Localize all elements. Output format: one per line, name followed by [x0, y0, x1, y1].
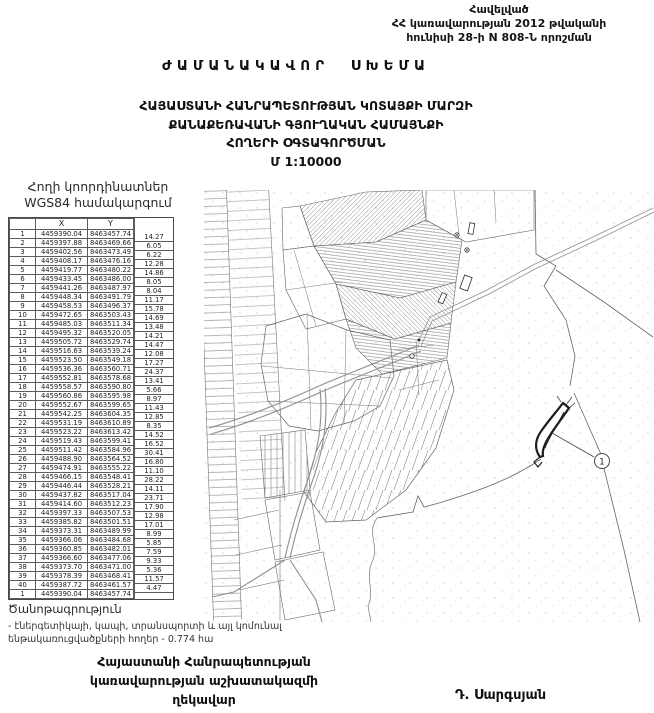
coord-y: 8463507.53 — [88, 509, 134, 518]
segment-distance: 14.86 — [135, 269, 173, 278]
coord-x: 4459419.77 — [36, 266, 88, 275]
parcel-1-label: 1 — [599, 457, 605, 468]
coord-y: 8463529.74 — [88, 338, 134, 347]
coord-y: 8463555.22 — [88, 464, 134, 473]
segment-distance: 14.69 — [135, 314, 173, 323]
table-row — [10, 356, 134, 365]
point-number: 26 — [10, 455, 36, 464]
coord-x: 4459414.60 — [36, 500, 88, 509]
coord-x: 4459458.53 — [36, 302, 88, 311]
segment-distance: 11.57 — [135, 575, 173, 584]
table-row — [10, 581, 134, 590]
point-number: 10 — [10, 311, 36, 320]
coord-y: 8463461.57 — [88, 581, 134, 590]
segment-distance: 14.21 — [135, 332, 173, 341]
coordinates-heading-line: WGS84 համակարգում — [24, 195, 172, 210]
coord-x: 4459523.22 — [36, 428, 88, 437]
coord-x: 4459446.44 — [36, 482, 88, 491]
note-body — [8, 620, 358, 646]
coord-y: 8463471.00 — [88, 563, 134, 572]
coordinates-heading-line: Հողի կոորդինատներ — [27, 179, 169, 194]
table-row — [10, 536, 134, 545]
segment-distance: 8.05 — [135, 278, 173, 287]
segment-distance: 12.28 — [135, 260, 173, 269]
table-row — [10, 446, 134, 455]
point-number: 28 — [10, 473, 36, 482]
coord-x: 4459485.03 — [36, 320, 88, 329]
subtitle-line: ՀԱՅԱՍՏԱՆԻ ՀԱՆՐԱՊԵՏՈՒԹՅԱՆ ԿՈՏԱՅՔԻ ՄԱՐԶԻ — [139, 98, 473, 113]
signature-line: կառավարության աշխատակազմի — [89, 673, 319, 688]
segment-distance: 4.47 — [135, 584, 173, 593]
table-row — [10, 455, 134, 464]
point-number: 39 — [10, 572, 36, 581]
appendix-header — [348, 3, 650, 45]
table-row — [10, 563, 134, 572]
segment-distance: 23.71 — [135, 494, 173, 503]
table-row — [10, 572, 134, 581]
segment-distance: 14.27 — [135, 233, 173, 242]
coord-y: 8463511.34 — [88, 320, 134, 329]
coord-x: 4459505.72 — [36, 338, 88, 347]
segment-distance: 15.78 — [135, 305, 173, 314]
coord-y: 8463539.24 — [88, 347, 134, 356]
coord-x: 4459366.60 — [36, 554, 88, 563]
coord-x: 4459433.45 — [36, 275, 88, 284]
coord-x: 4459542.25 — [36, 410, 88, 419]
coord-y: 8463595.98 — [88, 392, 134, 401]
coord-y: 8463487.97 — [88, 284, 134, 293]
table-row — [10, 464, 134, 473]
segment-distance: 17.90 — [135, 503, 173, 512]
map-scale: Մ 1:10000 — [270, 153, 342, 169]
point-number: 2 — [10, 239, 36, 248]
segment-distance: 5.66 — [135, 386, 173, 395]
coord-x: 4459531.19 — [36, 419, 88, 428]
segment-distance: 14.11 — [135, 485, 173, 494]
point-number: 31 — [10, 500, 36, 509]
point-number: 22 — [10, 419, 36, 428]
coord-y: 8463604.35 — [88, 410, 134, 419]
coord-y: 8463584.96 — [88, 446, 134, 455]
coordinates-heading — [10, 179, 186, 211]
coord-y: 8463468.41 — [88, 572, 134, 581]
coord-x: 4459378.39 — [36, 572, 88, 581]
table-row — [10, 554, 134, 563]
coord-x: 4459516.63 — [36, 347, 88, 356]
point-number: 27 — [10, 464, 36, 473]
segment-distance: 17.01 — [135, 521, 173, 530]
coord-x: 4459474.91 — [36, 464, 88, 473]
signature-left-block — [48, 652, 360, 709]
coord-x: 4459390.04 — [36, 590, 88, 599]
table-row — [10, 383, 134, 392]
coord-x: 4459523.50 — [36, 356, 88, 365]
table-row — [10, 500, 134, 509]
segment-distance: 9.33 — [135, 557, 173, 566]
coord-y: 8463489.99 — [88, 527, 134, 536]
coord-x: 4459373.31 — [36, 527, 88, 536]
coord-y: 8463599.41 — [88, 437, 134, 446]
coord-y: 8463503.43 — [88, 311, 134, 320]
coord-y: 8463480.22 — [88, 266, 134, 275]
table-header-row — [10, 219, 134, 230]
distance-column-spacer — [135, 218, 173, 233]
point-number: 25 — [10, 446, 36, 455]
segment-distance: 12.08 — [135, 350, 173, 359]
point-number: 29 — [10, 482, 36, 491]
col-header-y: Y — [88, 219, 134, 230]
segment-distance: 8.99 — [135, 530, 173, 539]
point-number: 9 — [10, 302, 36, 311]
table-row — [10, 329, 134, 338]
table-row — [10, 302, 134, 311]
segment-distance: 14.52 — [135, 431, 173, 440]
point-number: 23 — [10, 428, 36, 437]
point-number: 21 — [10, 410, 36, 419]
appendix-line: հունիսի 28-ի N 808-Ն որոշման — [406, 31, 592, 44]
coord-x: 4459511.42 — [36, 446, 88, 455]
coord-x: 4459552.81 — [36, 374, 88, 383]
table-row — [10, 527, 134, 536]
point-number: 19 — [10, 392, 36, 401]
coord-x: 4459472.65 — [36, 311, 88, 320]
table-row — [10, 365, 134, 374]
segment-distance: 8.35 — [135, 422, 173, 431]
coord-y: 8463477.06 — [88, 554, 134, 563]
table-row — [10, 248, 134, 257]
coord-y: 8463520.05 — [88, 329, 134, 338]
coord-x: 4459408.17 — [36, 257, 88, 266]
note-line: ենթակառուցվածքների հողեր - 0.774 հա — [8, 634, 214, 645]
subtitle-line: ՔԱՆԱՔԵՌԱՎԱՆԻ ԳՅՈՒՂԱԿԱՆ ՀԱՄԱՅՆՔԻ — [168, 116, 444, 132]
coord-y: 8463610.89 — [88, 419, 134, 428]
coord-x: 4459466.15 — [36, 473, 88, 482]
table-row — [10, 482, 134, 491]
coord-y: 8463548.41 — [88, 473, 134, 482]
table-row — [10, 239, 134, 248]
point-number: 15 — [10, 356, 36, 365]
coord-y: 8463528.21 — [88, 482, 134, 491]
coord-y: 8463564.52 — [88, 455, 134, 464]
coord-y: 8463457.74 — [88, 590, 134, 599]
segment-distance: 17.27 — [135, 359, 173, 368]
coord-x: 4459366.06 — [36, 536, 88, 545]
segment-distance: 11.17 — [135, 296, 173, 305]
table-row — [10, 284, 134, 293]
table-row — [10, 410, 134, 419]
signature-line: ղեկավար — [172, 692, 236, 707]
coord-x: 4459448.34 — [36, 293, 88, 302]
coord-x: 4459495.32 — [36, 329, 88, 338]
point-number: 4 — [10, 257, 36, 266]
table-row — [10, 257, 134, 266]
appendix-line: ՀՀ կառավարության 2012 թվականի — [391, 17, 607, 30]
segment-distance: 5.36 — [135, 566, 173, 575]
point-number: 32 — [10, 509, 36, 518]
table-row — [10, 428, 134, 437]
coord-x: 4459385.82 — [36, 518, 88, 527]
point-number: 30 — [10, 491, 36, 500]
table-row — [10, 473, 134, 482]
point-number: 16 — [10, 365, 36, 374]
coord-y: 8463578.68 — [88, 374, 134, 383]
distance-column — [134, 218, 173, 599]
coord-x: 4459441.26 — [36, 284, 88, 293]
point-number: 6 — [10, 275, 36, 284]
table-row — [10, 320, 134, 329]
table-row — [10, 275, 134, 284]
table-row — [10, 437, 134, 446]
table-row — [10, 401, 134, 410]
coord-x: 4459488.90 — [36, 455, 88, 464]
coord-y: 8463486.00 — [88, 275, 134, 284]
coord-y: 8463501.51 — [88, 518, 134, 527]
subtitle-line: ՀՈՂԵՐԻ ՕԳՏԱԳՈՐԾՄԱՆ — [226, 135, 386, 150]
coord-y: 8463549.18 — [88, 356, 134, 365]
point-number: 18 — [10, 383, 36, 392]
point-number: 11 — [10, 320, 36, 329]
col-header-number — [10, 219, 36, 230]
segment-distance: 12.98 — [135, 512, 173, 521]
appendix-line: Հավելված — [469, 3, 529, 16]
segment-distance: 16.80 — [135, 458, 173, 467]
coord-y: 8463599.65 — [88, 401, 134, 410]
segment-distance: 7.59 — [135, 548, 173, 557]
segment-distance: 12.85 — [135, 413, 173, 422]
segment-distance: 16.52 — [135, 440, 173, 449]
table-row — [10, 419, 134, 428]
document-title: ԺԱՄԱՆԱԿԱՎՈՐ ՍԽԵՄԱ — [162, 58, 430, 74]
segment-distance: 13.48 — [135, 323, 173, 332]
segment-distance: 8.04 — [135, 287, 173, 296]
table-row — [10, 266, 134, 275]
coord-y: 8463491.79 — [88, 293, 134, 302]
table-row — [10, 491, 134, 500]
point-number: 38 — [10, 563, 36, 572]
coord-y: 8463457.74 — [88, 230, 134, 239]
point-number: 36 — [10, 545, 36, 554]
coord-x: 4459360.85 — [36, 545, 88, 554]
point-number: 34 — [10, 527, 36, 536]
table-row — [10, 518, 134, 527]
coord-x: 4459519.43 — [36, 437, 88, 446]
point-number: 8 — [10, 293, 36, 302]
segment-distance: 28.22 — [135, 476, 173, 485]
coord-x: 4459536.36 — [36, 365, 88, 374]
table-row — [10, 293, 134, 302]
coord-y: 8463590.80 — [88, 383, 134, 392]
point-number: 1 — [10, 230, 36, 239]
segment-distance: 30.41 — [135, 449, 173, 458]
segment-distance: 11.43 — [135, 404, 173, 413]
document-subtitle — [0, 97, 612, 171]
coord-x: 4459387.72 — [36, 581, 88, 590]
point-number: 24 — [10, 437, 36, 446]
coord-x: 4459552.67 — [36, 401, 88, 410]
point-number: 20 — [10, 401, 36, 410]
table-row — [10, 338, 134, 347]
coord-y: 8463517.04 — [88, 491, 134, 500]
coord-y: 8463469.66 — [88, 239, 134, 248]
coord-y: 8463476.16 — [88, 257, 134, 266]
coord-y: 8463482.01 — [88, 545, 134, 554]
coordinates-main-table — [9, 218, 134, 599]
point-number: 40 — [10, 581, 36, 590]
table-row — [10, 590, 134, 599]
coord-y: 8463484.68 — [88, 536, 134, 545]
table-row — [10, 509, 134, 518]
point-number: 7 — [10, 284, 36, 293]
point-number: 17 — [10, 374, 36, 383]
coord-y: 8463496.37 — [88, 302, 134, 311]
coord-x: 4459397.88 — [36, 239, 88, 248]
coord-x: 4459390.04 — [36, 230, 88, 239]
point-number: 12 — [10, 329, 36, 338]
coord-x: 4459558.57 — [36, 383, 88, 392]
coord-x: 4459373.70 — [36, 563, 88, 572]
cadastral-map — [204, 190, 654, 622]
table-row — [10, 374, 134, 383]
coord-y: 8463512.23 — [88, 500, 134, 509]
segment-distance: 14.47 — [135, 341, 173, 350]
point-number: 3 — [10, 248, 36, 257]
table-row — [10, 311, 134, 320]
signature-name: Դ. Սարգսյան — [455, 688, 547, 703]
signature-line: Հայաստանի Հանրապետության — [97, 654, 311, 669]
note-title: Ծանոթագրություն — [8, 602, 122, 616]
table-row — [10, 392, 134, 401]
point-number: 13 — [10, 338, 36, 347]
table-row — [10, 230, 134, 239]
coordinates-table — [8, 217, 174, 600]
segment-distance: 24.37 — [135, 368, 173, 377]
segment-distance: 11.10 — [135, 467, 173, 476]
coord-y: 8463560.71 — [88, 365, 134, 374]
coord-x: 4459560.86 — [36, 392, 88, 401]
col-header-x: X — [36, 219, 88, 230]
table-row — [10, 347, 134, 356]
coord-y: 8463473.49 — [88, 248, 134, 257]
point-number: 14 — [10, 347, 36, 356]
point-number: 1 — [10, 590, 36, 599]
segment-distance: 8.97 — [135, 395, 173, 404]
coord-y: 8463613.42 — [88, 428, 134, 437]
segment-distance: 5.85 — [135, 539, 173, 548]
table-row — [10, 545, 134, 554]
coord-x: 4459402.56 — [36, 248, 88, 257]
note-line: - էներգետիկայի, կապի, տրանսպորտի և այլ կոմունալ — [8, 621, 282, 632]
point-number: 5 — [10, 266, 36, 275]
segment-distance: 6.22 — [135, 251, 173, 260]
segment-distance: 6.05 — [135, 242, 173, 251]
point-number: 37 — [10, 554, 36, 563]
point-number: 35 — [10, 536, 36, 545]
point-number: 33 — [10, 518, 36, 527]
coord-x: 4459397.33 — [36, 509, 88, 518]
segment-distance: 13.41 — [135, 377, 173, 386]
coord-x: 4459437.82 — [36, 491, 88, 500]
